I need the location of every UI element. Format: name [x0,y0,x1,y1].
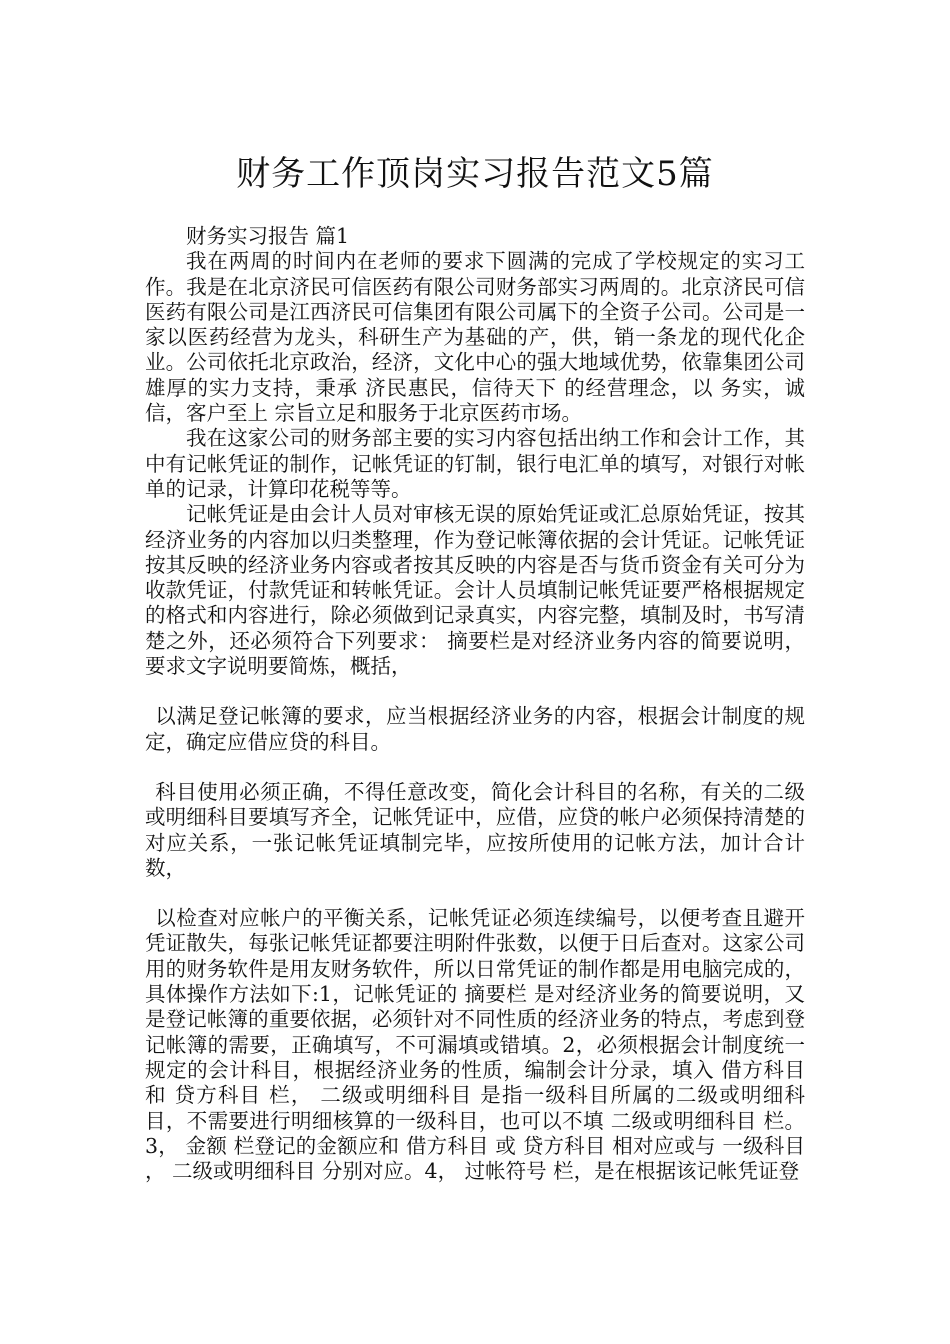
page-title: 财务工作顶岗实习报告范文5篇 [236,153,714,194]
paragraph-4: 以满足登记帐簿的要求，应当根据经济业务的内容，根据会计制度的规定，确定应借应贷的科目。 [145,704,805,754]
paragraph-3: 记帐凭证是由会计人员对审核无误的原始凭证或汇总原始凭证，按其经济业务的内容加以归类整理，作为登记帐簿依据的会计凭证。记帐凭证按其反映的经济业务内容或者按其反映的内容是否与货币资金有关可分为收款凭证，付款凭证和转帐凭证。会计人员填制记帐凭证要严格根据规定的格式和内容进行，除必须做到记录真实，内容完整，填制及时，书写清楚之外，还必须符合下列要求： 摘要栏是对经济业务内容的简要说明，要求文字说明要简炼，概括， [145,502,805,679]
paragraph-1: 我在两周的时间内在老师的要求下圆满的完成了学校规定的实习工作。我是在北京济民可信医药有限公司财务部实习两周的。北京济民可信医药有限公司是江西济民可信集团有限公司属下的全资子公司。公司是一家以医药经营为龙头，科研生产为基础的产，供，销一条龙的现代化企业。公司依托北京政治，经济，文化中心的强大地域优势，依靠集团公司雄厚的实力支持，秉承 济民惠民，信待天下 的经营理念，以 务实，诚信，客户至上 宗旨立足和服务于北京医药市场。 [145,249,805,426]
document-body [145,224,805,1184]
paragraph-6: 以检查对应帐户的平衡关系，记帐凭证必须连续编号，以便考查且避开凭证散失，每张记帐凭证都要注明附件张数，以便于日后查对。这家公司用的财务软件是用友财务软件，所以日常凭证的制作都是用电脑完成的，具体操作方法如下:1，记帐凭证的 摘要栏 是对经济业务的简要说明，又是登记帐簿的重要依据，必须针对不同性质的经济业务的特点，考虑到登记帐簿的需要，正确填写，不可漏填或错填。2，必须根据会计制度统一规定的会计科目，根据经济业务的性质，编制会计分录，填入 借方科目 和 贷方科目 栏， 二级或明细科目 是指一级科目所属的二级或明细科目，不需要进行明细核算的一级科目，也可以不填 二级或明细科目 栏。3， 金额 栏登记的金额应和 借方科目 或 贷方科目 相对应或与 一级科目 ， 二级或明细科目 分别对应。4， 过帐符号 栏，是在根据该记帐凭证登 [145,906,805,1184]
paragraph-5: 科目使用必须正确，不得任意改变，简化会计科目的名称，有关的二级或明细科目要填写齐全，记帐凭证中，应借，应贷的帐户必须保持清楚的对应关系，一张记帐凭证填制完毕，应按所使用的记帐方法，加计合计数， [145,779,805,880]
section-heading: 财务实习报告 篇1 [186,224,350,248]
paragraph-2: 我在这家公司的财务部主要的实习内容包括出纳工作和会计工作，其中有记帐凭证的制作，记帐凭证的钉制，银行电汇单的填写，对银行对帐单的记录，计算印花税等等。 [145,426,805,501]
